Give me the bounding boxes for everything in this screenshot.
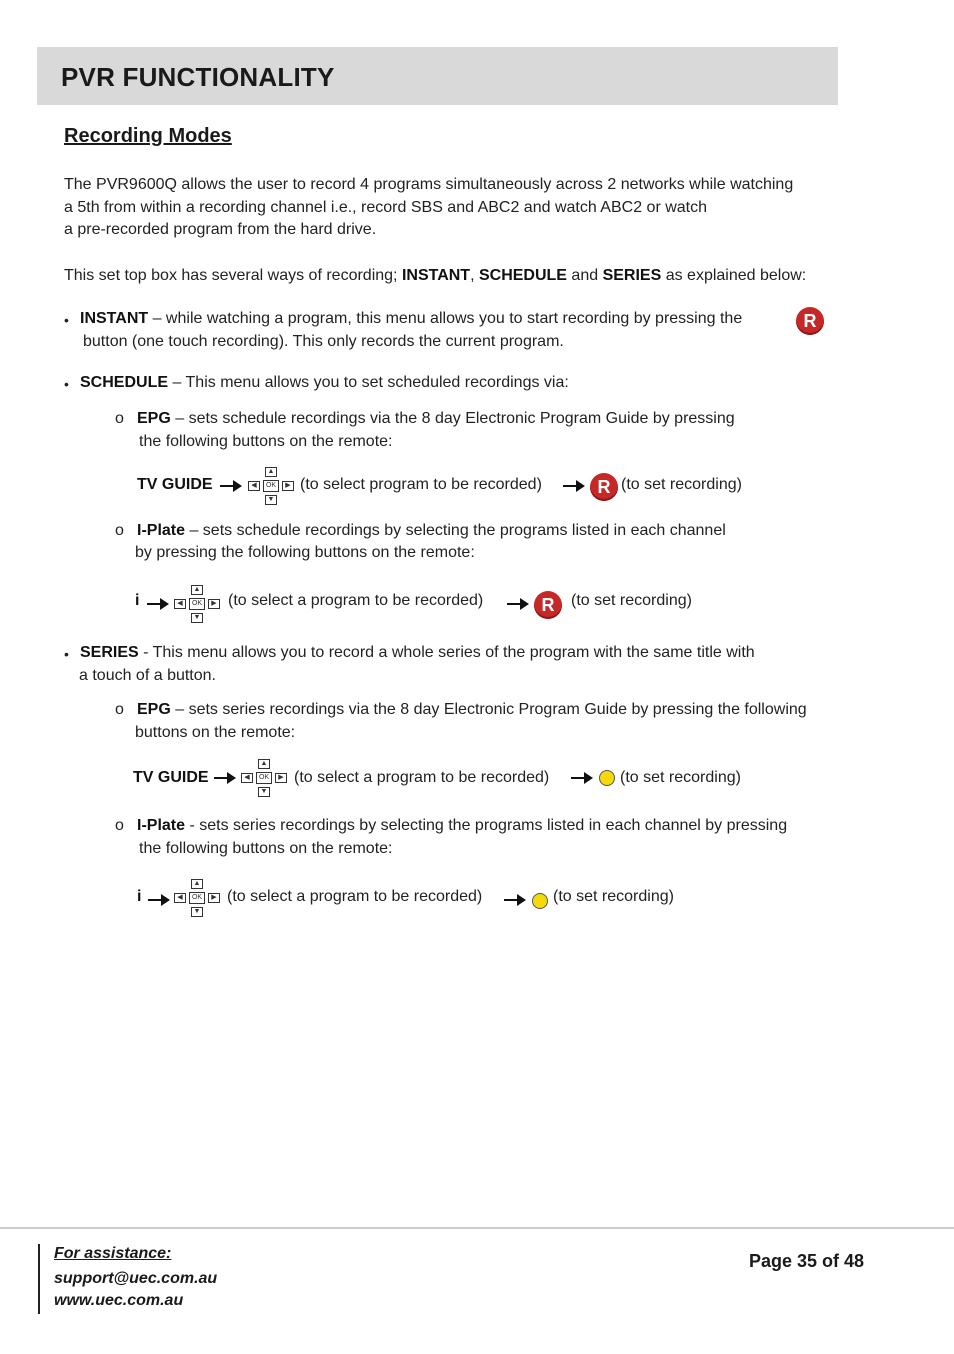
series-iplate-line-2: the following buttons on the remote: — [139, 840, 393, 857]
arrow-right-icon — [571, 771, 593, 785]
schedule-line-1 — [80, 372, 569, 394]
record-button-icon: R — [534, 591, 562, 619]
series-label: SERIES — [80, 644, 139, 661]
yellow-button-icon — [599, 770, 615, 786]
intro-line-3: a pre-recorded program from the hard drive. — [64, 221, 377, 238]
schedule-epg-seq-mid: (to select program to be recorded) — [300, 476, 542, 493]
footer-assist-label: For assistance: — [54, 1245, 172, 1262]
bullet-dot: • — [64, 312, 69, 328]
yellow-button-icon — [532, 893, 548, 909]
section-title: Recording Modes — [64, 125, 232, 147]
series-line-1 — [80, 642, 755, 664]
series-iplate-label: I-Plate — [137, 817, 186, 834]
sub-bullet-o: o — [115, 701, 124, 718]
schedule-epg-seq-end: (to set recording) — [621, 476, 742, 493]
schedule-epg-line-2: the following buttons on the remote: — [139, 433, 393, 450]
schedule-iplate-line-1 — [137, 520, 726, 542]
series-epg-line-2: buttons on the remote: — [135, 724, 296, 741]
record-button-icon: R — [796, 307, 824, 335]
schedule-epg-line-1 — [137, 408, 735, 430]
dpad-down-icon: ▼ — [258, 787, 270, 797]
series-epg-seq-start — [133, 767, 209, 789]
dpad-right-icon: ▶ — [208, 599, 220, 609]
bullet-dot: • — [64, 646, 69, 662]
page-number: Page 35 of 48 — [749, 1251, 865, 1271]
series-line-2: a touch of a button. — [79, 667, 216, 684]
ways-schedule: SCHEDULE — [478, 267, 567, 284]
bullet-dot: • — [64, 376, 69, 392]
arrow-right-icon — [504, 893, 526, 907]
dpad-up-icon: ▲ — [191, 585, 203, 595]
series-epg-text-1: – sets series recordings via the 8 day Electronic Program Guide by pressing the following — [170, 701, 807, 718]
dpad-down-icon: ▼ — [191, 613, 203, 623]
ways-series: SERIES — [602, 267, 662, 284]
ways-and: and — [566, 267, 603, 284]
schedule-iplate-seq-end: (to set recording) — [571, 592, 692, 609]
info-button-label: i — [135, 592, 140, 609]
sub-bullet-o: o — [115, 522, 124, 539]
footer-accent-bar — [38, 1244, 40, 1314]
tv-guide-label: TV GUIDE — [137, 476, 213, 493]
intro-line-2: a 5th from within a recording channel i.e., record SBS and ABC2 and watch ABC2 or watch — [64, 199, 708, 216]
series-iplate-text-1: - sets series recordings by selecting the programs listed in each channel by pressing — [185, 817, 788, 834]
tv-guide-label: TV GUIDE — [133, 769, 209, 786]
dpad-ok-icon: OK — [263, 480, 279, 492]
dpad-right-icon: ▶ — [275, 773, 287, 783]
ways-prefix: This set top box has several ways of recording; — [64, 267, 402, 284]
schedule-iplate-line-2: by pressing the following buttons on the remote: — [135, 544, 475, 561]
dpad-icon — [172, 585, 222, 625]
arrow-right-icon — [148, 893, 170, 907]
dpad-ok-icon: OK — [256, 772, 272, 784]
dpad-right-icon: ▶ — [208, 893, 220, 903]
dpad-up-icon: ▲ — [191, 879, 203, 889]
arrow-right-icon — [147, 597, 169, 611]
intro-line-1: The PVR9600Q allows the user to record 4 programs simultaneously across 2 networks while watching — [64, 176, 794, 193]
footer-email-link[interactable]: support@uec.com.au — [54, 1270, 218, 1287]
instant-line-2: button (one touch recording). This only records the current program. — [83, 333, 564, 350]
dpad-down-icon: ▼ — [265, 495, 277, 505]
series-epg-line-1 — [137, 699, 807, 721]
dpad-ok-icon: OK — [189, 598, 205, 610]
arrow-right-icon — [220, 479, 242, 493]
dpad-down-icon: ▼ — [191, 907, 203, 917]
schedule-iplate-label: I-Plate — [137, 522, 186, 539]
series-epg-label: EPG — [137, 701, 171, 718]
dpad-left-icon: ◀ — [174, 893, 186, 903]
footer-website-link[interactable]: www.uec.com.au — [54, 1292, 184, 1309]
dpad-icon — [246, 467, 296, 507]
dpad-left-icon: ◀ — [241, 773, 253, 783]
schedule-epg-label: EPG — [137, 410, 171, 427]
dpad-up-icon: ▲ — [265, 467, 277, 477]
dpad-up-icon: ▲ — [258, 759, 270, 769]
series-epg-seq-mid: (to select a program to be recorded) — [294, 769, 550, 786]
schedule-iplate-seq-mid: (to select a program to be recorded) — [228, 592, 484, 609]
series-iplate-line-1 — [137, 815, 787, 837]
instant-text-1: – while watching a program, this menu allows you to start recording by pressing the — [148, 310, 743, 327]
series-text-1: - This menu allows you to record a whole series of the program with the same title with — [138, 644, 755, 661]
instant-line-1 — [80, 308, 742, 330]
schedule-epg-seq-start — [137, 474, 213, 496]
series-epg-seq-end: (to set recording) — [620, 769, 741, 786]
dpad-icon — [239, 759, 289, 799]
series-iplate-seq-end: (to set recording) — [553, 888, 674, 905]
schedule-epg-text-1: – sets schedule recordings via the 8 day Electronic Program Guide by pressing — [170, 410, 735, 427]
dpad-ok-icon: OK — [189, 892, 205, 904]
page-title: PVR FUNCTIONALITY — [61, 62, 335, 92]
ways-suffix: as explained below: — [661, 267, 807, 284]
footer-divider — [0, 1227, 954, 1229]
dpad-right-icon: ▶ — [282, 481, 294, 491]
ways-instant: INSTANT — [401, 267, 471, 284]
ways-comma: , — [470, 267, 479, 284]
record-button-icon: R — [590, 473, 618, 501]
dpad-icon — [172, 879, 222, 919]
arrow-right-icon — [563, 479, 585, 493]
dpad-left-icon: ◀ — [248, 481, 260, 491]
schedule-iplate-text-1: – sets schedule recordings by selecting the programs listed in each channel — [185, 522, 726, 539]
schedule-text-1: – This menu allows you to set scheduled recordings via: — [168, 374, 569, 391]
sub-bullet-o: o — [115, 410, 124, 427]
series-iplate-seq-mid: (to select a program to be recorded) — [227, 888, 483, 905]
ways-line — [64, 265, 806, 287]
dpad-left-icon: ◀ — [174, 599, 186, 609]
arrow-right-icon — [214, 771, 236, 785]
arrow-right-icon — [507, 597, 529, 611]
sub-bullet-o: o — [115, 817, 124, 834]
schedule-label: SCHEDULE — [80, 374, 169, 391]
instant-label: INSTANT — [80, 310, 149, 327]
schedule-iplate-seq-start — [135, 590, 139, 612]
info-button-label: i — [137, 888, 142, 905]
series-iplate-seq-start — [137, 886, 141, 908]
